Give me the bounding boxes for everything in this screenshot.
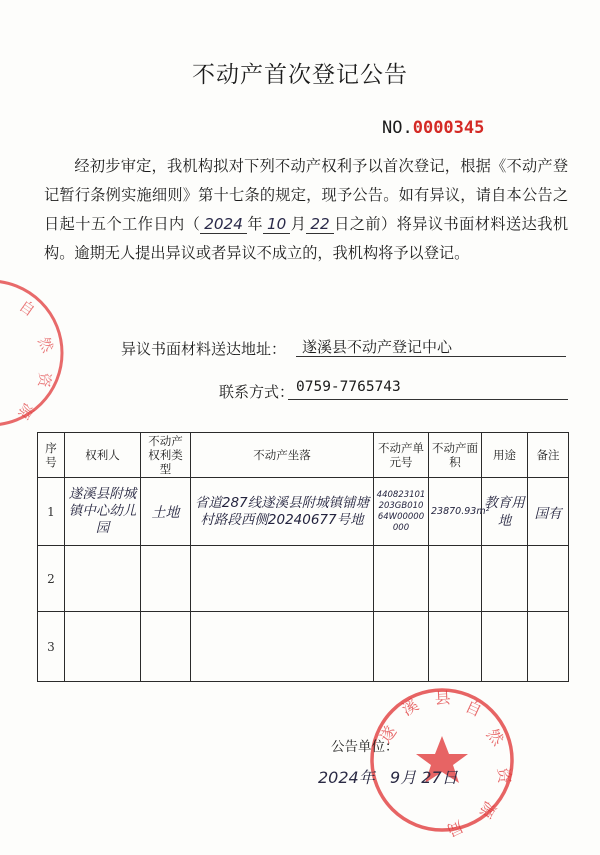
cell-area: 23870.93m² [429,478,482,546]
svg-text:然: 然 [482,724,508,750]
notice-prefix: NO. [382,118,413,138]
cell-use: 教育用地 [482,478,528,546]
phone-label: 联系方式： [219,383,295,401]
cell-remark: 国有 [528,478,569,546]
svg-text:然: 然 [34,334,58,356]
page-title: 不动产首次登记公告 [192,62,408,88]
header-owner: 权利人 [65,433,141,478]
table-row [38,478,569,546]
property-table [37,432,569,682]
issue-day: 27 [421,768,442,787]
issue-month-char: 月 [400,768,417,787]
cell-use [482,546,528,612]
svg-text:局: 局 [443,816,467,840]
table-header-row [38,433,569,478]
address-value: 遂溪县不动产登记中心 [296,336,566,357]
cell-use [482,612,528,682]
cell-location [191,612,374,682]
header-remark: 备注 [528,433,569,478]
phone-value: 0759-7765743 [288,379,568,400]
svg-text:源: 源 [475,798,500,822]
cell-seq: 1 [38,478,65,546]
notice-body [44,152,568,268]
deadline-year: 2024 [200,215,247,234]
issue-year: 2024 [318,768,359,787]
cell-seq: 2 [38,546,65,612]
cell-unit-no [374,612,429,682]
notice-number-value: 0000345 [412,118,485,138]
cell-owner: 遂溪县附城镇中心幼儿园 [65,478,141,546]
svg-text:源: 源 [14,399,38,423]
issue-day-char: 日 [441,768,458,787]
header-right-type: 不动产权利类型 [141,433,191,478]
table-row [38,612,569,682]
header-location: 不动产坐落 [191,433,374,478]
body-text-1: 经初步审定，我机构拟对下列不动产权利予以首次登记，根据《不动产登记暂行条例实施细则》第十七条的规定，现予公告。如有异议，请自本公告之日起十五个工作日内（ [44,157,568,233]
svg-text:资: 资 [494,766,515,785]
issue-year-char: 年 [358,768,375,787]
cell-location: 省道287线遂溪县附城镇铺塘村路段西侧20240677号地 [191,478,374,546]
cell-owner [65,546,141,612]
header-unit-no: 不动产单元号 [374,433,429,478]
header-use: 用途 [482,433,528,478]
svg-text:县: 县 [434,688,452,708]
seal-left [0,268,100,438]
seal-right [362,680,522,840]
issue-month: 9 [390,768,401,787]
svg-text:自: 自 [15,296,39,320]
header-area: 不动产面积 [429,433,482,478]
cell-remark [528,546,569,612]
svg-text:遂: 遂 [375,722,401,747]
cell-location [191,546,374,612]
header-seq: 序号 [38,433,65,478]
issue-date [318,765,458,788]
cell-remark [528,612,569,682]
cell-area [429,612,482,682]
deadline-month: 10 [263,215,290,234]
cell-right-type: 土地 [141,478,191,546]
cell-unit-no [374,546,429,612]
cell-owner [65,612,141,682]
year-char: 年 [246,215,263,233]
address-label: 异议书面材料送达地址： [121,340,287,358]
cell-right-type [141,546,191,612]
cell-right-type [141,612,191,682]
cell-area [429,546,482,612]
cell-seq: 3 [38,612,65,682]
svg-text:资: 资 [34,371,54,389]
table-row [38,546,569,612]
deadline-day: 22 [306,215,333,234]
month-char: 月 [290,215,307,233]
svg-text:溪: 溪 [398,695,422,720]
issuer-label: 公告单位： [331,739,399,755]
body-text-2: 日之前）将异议书面材料送达我机构。逾期无人提出异议或者异议不成立的，我机构将予以登记。 [44,215,569,262]
notice-number [382,118,484,138]
svg-text:自: 自 [462,696,485,721]
cell-unit-no: 440823101203GB01064W00000000 [374,478,429,546]
